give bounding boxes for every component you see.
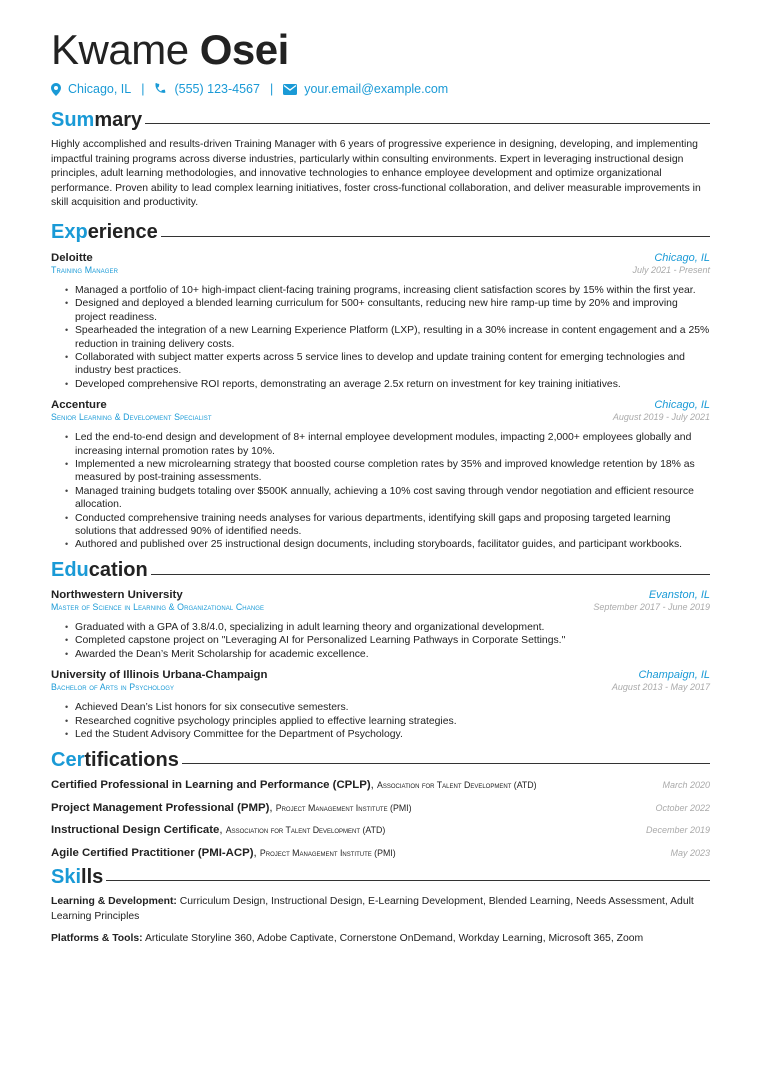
company-name: Accenture xyxy=(51,399,107,412)
skill-group-label: Platforms & Tools: xyxy=(51,932,143,944)
skill-group-label: Learning & Development: xyxy=(51,896,177,908)
list-item: • Conducted comprehensive training needs analyses for various departments, identifying skill gaps and proposing targeted learning solutions that addressed 90% of identified needs. xyxy=(75,512,710,539)
job-title: Senior Learning & Development Specialist xyxy=(51,412,212,423)
contact-phone xyxy=(154,82,259,96)
contact-line xyxy=(51,82,710,96)
school-location: Champaign, IL xyxy=(638,669,710,682)
list-item: • Led the Student Advisory Committee for the Department of Psychology. xyxy=(75,728,710,741)
section-title-accent: Ski xyxy=(51,865,82,888)
list-item: • Managed a portfolio of 10+ high-impact client-facing training programs, increasing client satisfaction scores by 15% within the first year. xyxy=(75,284,710,297)
phone-text[interactable]: (555) 123-4567 xyxy=(174,82,260,96)
bullet-list xyxy=(51,284,710,391)
section-title-rest: erience xyxy=(87,221,158,244)
experience-heading xyxy=(51,220,710,246)
certification-title: Instructional Design Certificate xyxy=(51,824,220,837)
education-heading xyxy=(51,558,710,584)
list-item: • Designed and deployed a blended learning curriculum for 500+ consultants, reducing new hire ramp-up time by 20% and improving project readiness. xyxy=(75,297,710,324)
entry-header-row xyxy=(51,669,710,681)
phone-icon xyxy=(154,83,167,96)
section-title-rest: cation xyxy=(88,559,148,582)
section-title-accent: Cer xyxy=(51,748,85,771)
certification-item xyxy=(51,846,710,861)
skill-group-values: Articulate Storyline 360, Adobe Captivate, Cornerstone OnDemand, Workday Learning, Microsoft 365, Zoom xyxy=(144,932,644,944)
entry-header-row xyxy=(51,399,710,411)
contact-separator: | xyxy=(141,82,145,96)
list-item: • Spearheaded the integration of a new Learning Experience Platform (LXP), resulting in a 30% increase in content engagement and a 25% reduction in training delivery costs. xyxy=(75,324,710,351)
contact-location xyxy=(51,82,131,96)
list-item: • Developed comprehensive ROI reports, demonstrating an average 2.5x return on investment for key training initiatives. xyxy=(75,378,710,391)
education-entry xyxy=(51,589,710,661)
school-location: Evanston, IL xyxy=(648,588,710,601)
certification-date: May 2023 xyxy=(670,847,710,858)
entry-header-row xyxy=(51,252,710,264)
certification-issuer: Project Management Institute (PMI) xyxy=(259,847,396,858)
list-item: • Awarded the Dean’s Merit Scholarship for academic excellence. xyxy=(75,648,710,661)
experience-entry xyxy=(51,252,710,391)
section-title-accent: Exp xyxy=(51,221,88,244)
entry-subheader-row xyxy=(51,602,710,612)
certification-issuer: Project Management Institute (PMI) xyxy=(275,802,412,813)
list-item: • Completed capstone project on "Leveraging AI for Personalized Learning Pathways in Corporate Settings." xyxy=(75,634,710,647)
section-title-rest: lls xyxy=(81,865,104,888)
certification-issuer: Association for Talent Development (ATD) xyxy=(225,825,386,836)
certification-date: October 2022 xyxy=(655,802,710,813)
job-dates: July 2021 - Present xyxy=(632,264,710,275)
envelope-icon xyxy=(283,84,297,95)
education-dates: September 2017 - June 2019 xyxy=(593,601,710,612)
list-item: • Graduated with a GPA of 3.8/4.0, specializing in adult learning theory and organizational development. xyxy=(75,621,710,634)
skill-group xyxy=(51,932,710,947)
section-title xyxy=(51,221,158,244)
certification-text: Instructional Design Certificate, Association for Talent Development (ATD) xyxy=(51,824,386,837)
section-rule xyxy=(182,763,710,764)
list-item: • Managed training budgets totaling over $500K annually, achieving a 10% cost saving through vendor negotiation and efficient resource allocation. xyxy=(75,485,710,512)
list-item: • Led the end-to-end design and development of 8+ internal employee development modules, impacting 2,000+ employees globally and increasing internal promotion rates by 10%. xyxy=(75,431,710,458)
contact-separator: | xyxy=(269,82,274,96)
certification-title: Certified Professional in Learning and Performance (CPLP) xyxy=(51,779,371,792)
list-item: • Achieved Dean’s List honors for six consecutive semesters. xyxy=(75,701,710,714)
section-title-rest: tifications xyxy=(84,748,179,771)
skills-section xyxy=(51,864,710,946)
education-entry xyxy=(51,669,710,741)
certification-text: Agile Certified Practitioner (PMI-ACP), Project Management Institute (PMI) xyxy=(51,846,396,859)
degree: Master of Science in Learning & Organizational Change xyxy=(51,601,265,612)
bullet-list xyxy=(51,701,710,741)
list-item: • Authored and published over 25 instructional design documents, including storyboards, facilitator guides, and participant workbooks. xyxy=(75,538,710,551)
entry-header-row xyxy=(51,589,710,601)
certifications-heading xyxy=(51,747,710,773)
last-name: Osei xyxy=(199,26,289,73)
certification-date: March 2020 xyxy=(662,780,710,791)
certifications-section xyxy=(51,747,710,860)
school-name: University of Illinois Urbana-Champaign xyxy=(51,669,268,682)
list-item: • Implemented a new microlearning strategy that boosted course completion rates by 35% and improved knowledge retention by 18% as measured by post-training assessments. xyxy=(75,458,710,485)
section-title xyxy=(51,749,179,772)
certification-title: Agile Certified Practitioner (PMI-ACP) xyxy=(51,846,254,859)
bullet-list xyxy=(51,431,710,552)
certification-item xyxy=(51,778,710,793)
entry-subheader-row xyxy=(51,682,710,692)
list-item: • Collaborated with subject matter experts across 5 service lines to develop and update training content for emerging technologies and industry best practices. xyxy=(75,351,710,378)
education-dates: August 2013 - May 2017 xyxy=(611,682,710,693)
section-title-accent: Edu xyxy=(51,559,89,582)
section-title xyxy=(51,109,142,132)
skill-group xyxy=(51,895,710,924)
skills-heading xyxy=(51,864,710,890)
job-title: Training Manager xyxy=(51,264,119,275)
entry-subheader-row xyxy=(51,412,710,422)
certification-issuer: Association for Talent Development (ATD) xyxy=(376,780,537,791)
list-item: • Researched cognitive psychology principles applied to effective learning strategies. xyxy=(75,715,710,728)
job-location: Chicago, IL xyxy=(654,251,710,264)
map-marker-icon xyxy=(51,83,61,96)
summary-section xyxy=(51,107,710,211)
section-title-accent: Sum xyxy=(51,108,95,131)
section-rule xyxy=(145,123,710,124)
section-title xyxy=(51,559,148,582)
experience-section xyxy=(51,220,710,552)
certification-title: Project Management Professional (PMP) xyxy=(51,801,270,814)
certification-item xyxy=(51,801,710,816)
job-dates: August 2019 - July 2021 xyxy=(612,412,710,423)
section-rule xyxy=(161,236,710,237)
company-name: Deloitte xyxy=(51,251,93,264)
experience-entry xyxy=(51,399,710,552)
school-name: Northwestern University xyxy=(51,588,183,601)
section-rule xyxy=(151,574,710,575)
bullet-list xyxy=(51,621,710,661)
degree: Bachelor of Arts in Psychology xyxy=(51,682,175,693)
certification-date: December 2019 xyxy=(645,825,710,836)
location-text: Chicago, IL xyxy=(68,82,132,96)
certification-text: Project Management Professional (PMP), Project Management Institute (PMI) xyxy=(51,801,412,814)
first-name: Kwame xyxy=(51,26,189,73)
contact-email xyxy=(283,82,448,96)
candidate-name xyxy=(51,0,710,74)
summary-heading xyxy=(51,107,710,133)
entry-subheader-row xyxy=(51,265,710,275)
section-rule xyxy=(106,880,710,881)
section-title xyxy=(51,866,103,889)
email-link[interactable]: your.email@example.com xyxy=(304,82,449,96)
education-section xyxy=(51,558,710,741)
section-title-rest: mary xyxy=(94,108,143,131)
job-location: Chicago, IL xyxy=(654,399,710,412)
certification-text: Certified Professional in Learning and Performance (CPLP), Association for Talent Development (ATD) xyxy=(51,779,537,792)
certification-item xyxy=(51,823,710,838)
summary-text: Highly accomplished and results-driven Training Manager with 6 years of progressive experience in designing, developing, and implementing impactful training programs across diverse industries, particularly within consulting environments. Expert in leveraging instructional design principles, adult learning methodologies, and innovative technologies to enhance employee development and optimize organizational performance. Proven ability to lead complex learning initiatives, foster cross-functional collaboration, and deliver measurable improvements in skill acquisition and productivity. xyxy=(51,139,701,209)
skill-group-values: Curriculum Design, Instructional Design, E-Learning Development, Blended Learning, Needs Assessment, Adult Learning Principles xyxy=(51,896,694,922)
